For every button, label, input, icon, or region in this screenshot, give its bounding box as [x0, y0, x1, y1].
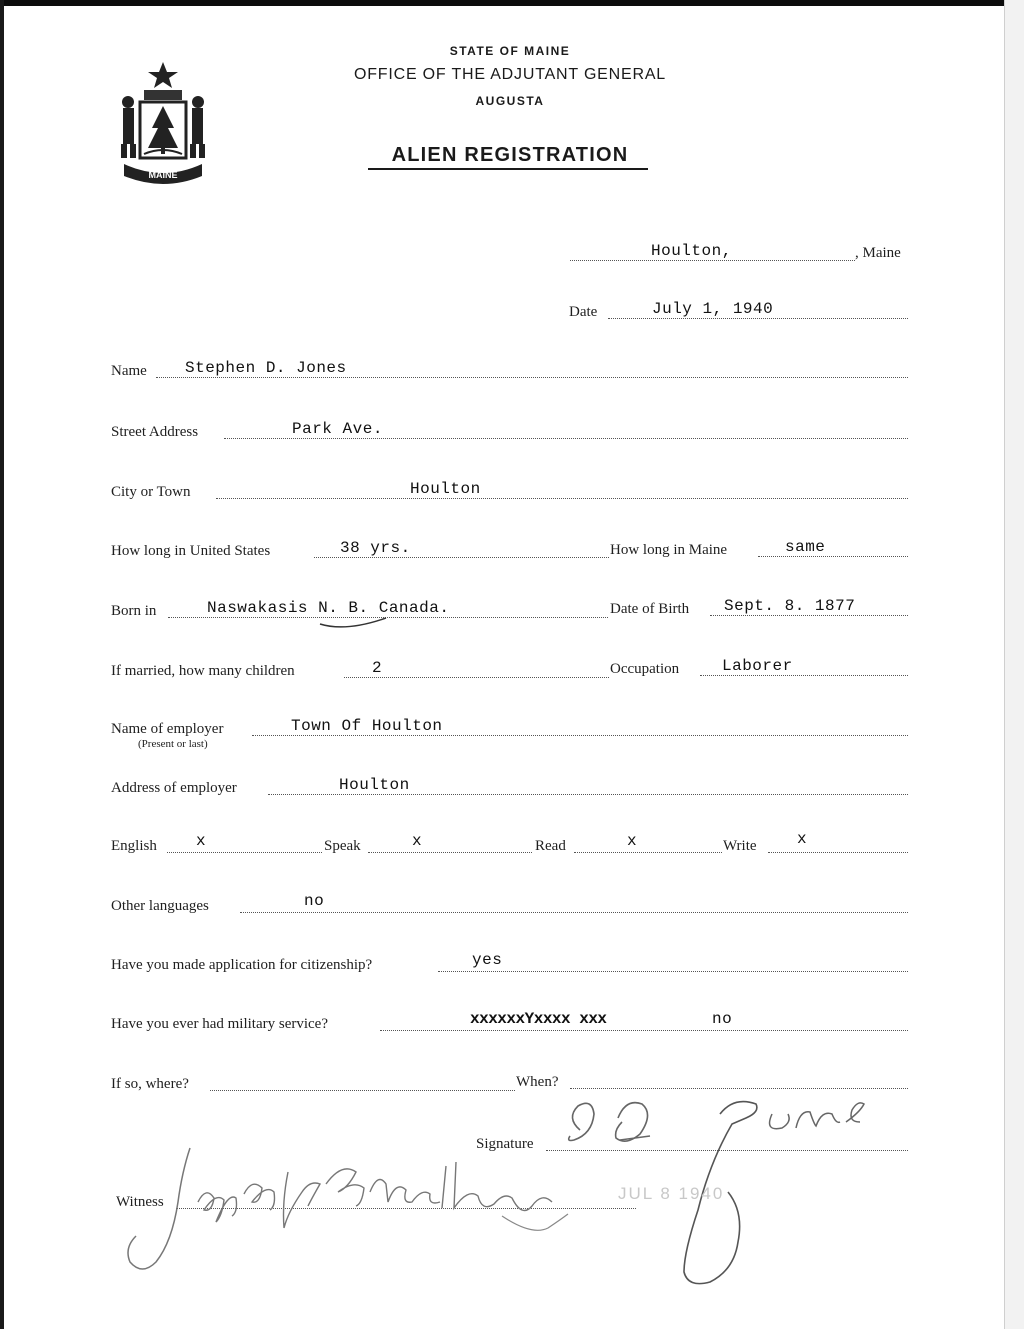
read-value: x — [627, 832, 638, 850]
military-value: no — [712, 1010, 733, 1028]
read-line — [574, 852, 722, 853]
us-duration-value: 38 yrs. — [340, 539, 411, 557]
scan-right-edge — [1004, 0, 1024, 1329]
write-label: Write — [723, 838, 757, 854]
scan-left-edge — [0, 0, 4, 1329]
military-struck-value: xxxxxxYxxxx xxx — [470, 1010, 607, 1028]
children-value: 2 — [372, 659, 383, 677]
english-label: English — [111, 838, 157, 854]
form-title: ALIEN REGISTRATION — [391, 144, 629, 166]
other-languages-line — [240, 912, 908, 913]
children-label: If married, how many children — [111, 663, 295, 679]
header-city: AUGUSTA — [475, 94, 545, 108]
employer-address-line — [268, 794, 908, 795]
street-value: Park Ave. — [292, 420, 383, 438]
header-state: STATE OF MAINE — [449, 44, 571, 58]
write-value: x — [797, 830, 808, 848]
place-suffix: , Maine — [855, 245, 901, 261]
maine-duration-value: same — [785, 538, 826, 556]
born-in-label: Born in — [111, 603, 157, 619]
where-label: If so, where? — [111, 1076, 189, 1092]
speak-value: x — [412, 832, 423, 850]
place-value: Houlton, — [651, 242, 732, 260]
scan-top-edge — [0, 0, 1024, 6]
military-label: Have you ever had military service? — [111, 1016, 328, 1032]
header-office: OFFICE OF THE ADJUTANT GENERAL — [353, 66, 667, 83]
write-line — [768, 852, 908, 853]
occupation-value: Laborer — [722, 657, 793, 675]
seal-text: MAINE — [148, 170, 178, 180]
dob-line — [710, 615, 908, 616]
place-line — [570, 260, 855, 261]
speak-line — [368, 852, 532, 853]
witness-label: Witness — [116, 1194, 164, 1210]
when-line — [570, 1088, 908, 1089]
street-label: Street Address — [111, 424, 199, 440]
maine-duration-line — [758, 556, 908, 557]
read-label: Read — [535, 838, 566, 854]
english-value: x — [196, 832, 207, 850]
date-value: July 1, 1940 — [652, 300, 774, 318]
us-duration-label: How long in United States — [111, 543, 271, 559]
dob-label: Date of Birth — [610, 601, 690, 617]
other-languages-label: Other languages — [111, 898, 209, 914]
handwritten-underline-mark — [316, 612, 396, 630]
citizenship-line — [438, 971, 908, 972]
signature-label: Signature — [476, 1136, 534, 1152]
occupation-line — [700, 675, 908, 676]
state-seal-icon — [110, 58, 216, 188]
employer-label: Name of employer — [111, 721, 224, 737]
name-value: Stephen D. Jones — [185, 359, 347, 377]
where-line — [210, 1090, 515, 1091]
date-line — [608, 318, 908, 319]
date-label: Date — [569, 304, 598, 320]
children-line — [344, 677, 609, 678]
when-label: When? — [516, 1074, 559, 1090]
speak-label: Speak — [324, 838, 361, 854]
city-value: Houlton — [410, 480, 481, 498]
dob-value: Sept. 8. 1877 — [724, 597, 856, 615]
citizenship-label: Have you made application for citizenship? — [111, 957, 373, 973]
witness-handwriting — [112, 1132, 592, 1292]
citizenship-value: yes — [472, 951, 503, 969]
employer-address-value: Houlton — [339, 776, 410, 794]
title-underline — [368, 168, 648, 170]
street-line — [224, 438, 908, 439]
other-languages-value: no — [304, 892, 325, 910]
name-label: Name — [111, 363, 147, 379]
city-label: City or Town — [111, 484, 191, 500]
us-duration-line — [314, 557, 609, 558]
maine-duration-label: How long in Maine — [610, 542, 728, 558]
name-line — [156, 377, 908, 378]
english-line — [167, 852, 322, 853]
city-line — [216, 498, 908, 499]
employer-address-label: Address of employer — [111, 780, 237, 796]
employer-sublabel: (Present or last) — [138, 738, 208, 750]
born-in-value: Naswakasis N. B. Canada. — [207, 599, 450, 617]
employer-line — [252, 735, 908, 736]
received-date-stamp: JUL 8 1940 — [618, 1184, 725, 1203]
occupation-label: Occupation — [610, 661, 680, 677]
military-line — [380, 1030, 908, 1031]
employer-value: Town Of Houlton — [291, 717, 443, 735]
